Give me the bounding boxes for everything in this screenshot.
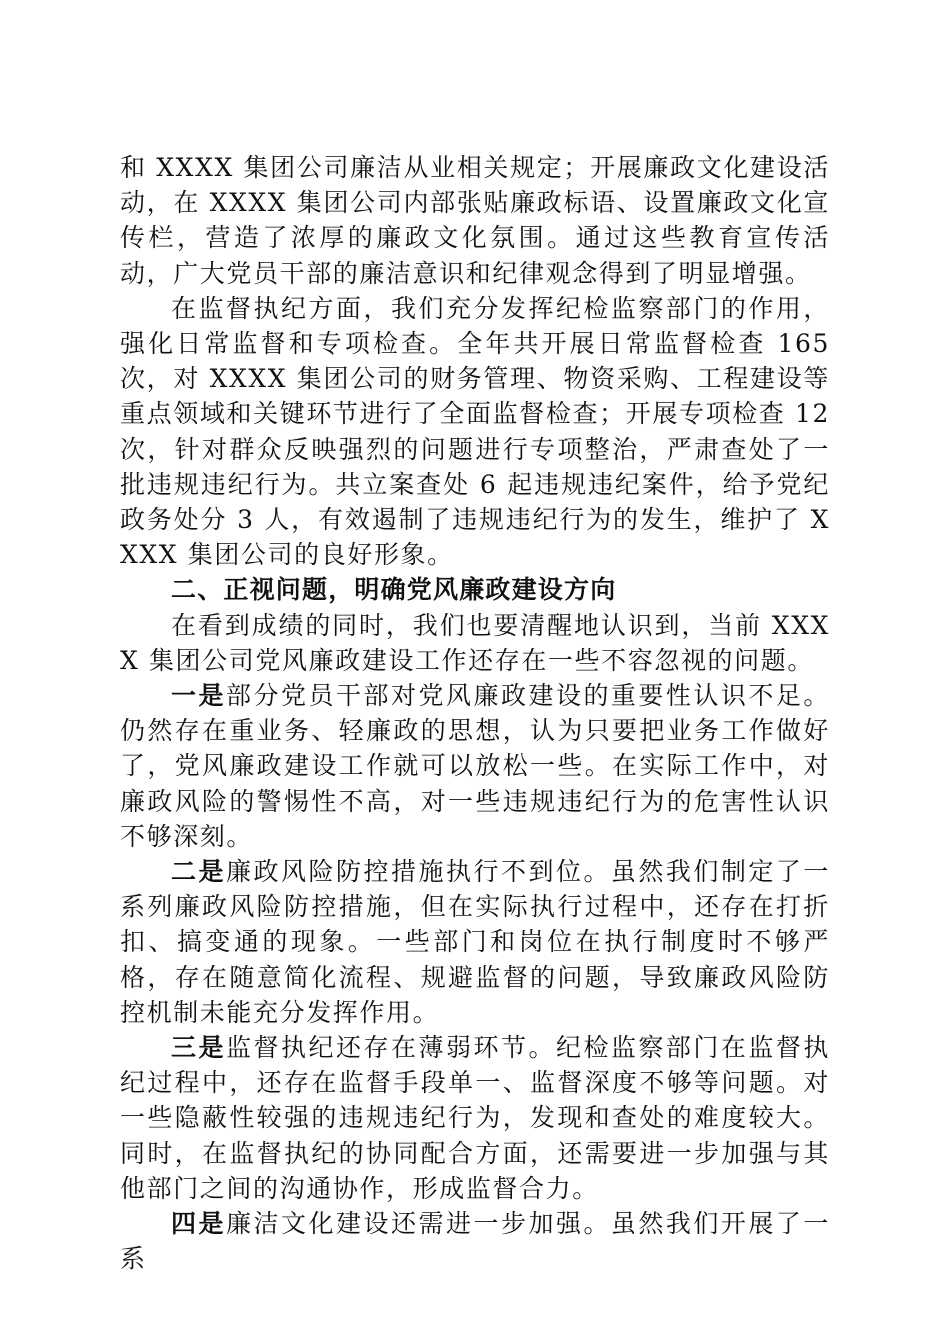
problem-1-lead: 一是 [171,681,226,711]
paragraph-supervision: 在监督执纪方面，我们充分发挥纪检监察部门的作用，强化日常监督和专项检查。全年共开展日常监督检查 165 次，对 XXXX 集团公司的财务管理、物资采购、工程建设等重点领域和关键环节进行了全面监督检查；开展专项检查 12 次，针对群众反映强烈的问题进行专项整治，严肃查处了一批违规违纪行为。共立案查处 6 起违规违纪案件，给予党纪政务处分 3 人，有效遏制了违规违纪行为的发生，维护了 XXXX 集团公司的良好形象。 [120,293,830,570]
paragraph-problem-4 [120,1206,830,1276]
problem-4-lead: 四是 [171,1209,226,1239]
paragraph-problems-intro: 在看到成绩的同时，我们也要清醒地认识到，当前 XXXX 集团公司党风廉政建设工作还存在一些不容忽视的问题。 [120,610,830,675]
problem-2-lead: 二是 [171,857,226,887]
problem-3-lead: 三是 [171,1033,226,1063]
paragraph-problem-3 [120,1030,830,1206]
problem-1-text: 部分党员干部对党风廉政建设的重要性认识不足。仍然存在重业务、轻廉政的思想，认为只要把业务工作做好了，党风廉政建设工作就可以放松一些。在实际工作中，对廉政风险的警惕性不高，对一些违规违纪行为的危害性认识不够深刻。 [120,681,831,851]
section-heading: 二、正视问题，明确党风廉政建设方向 [171,575,617,605]
paragraph-problem-2 [120,854,830,1030]
problem-4-text: 廉洁文化建设还需进一步加强。虽然我们开展了一系 [120,1209,831,1274]
problem-3-text: 监督执纪还存在薄弱环节。纪检监察部门在监督执纪过程中，还存在监督手段单一、监督深度不够等问题。对一些隐蔽性较强的违规违纪行为，发现和查处的难度较大。同时，在监督执纪的协同配合方面，还需要进一步加强与其他部门之间的沟通协作，形成监督合力。 [120,1033,831,1203]
paragraph-problem-1 [120,678,830,854]
problem-2-text: 廉政风险防控措施执行不到位。虽然我们制定了一系列廉政风险防控措施，但在实际执行过程中，还存在打折扣、搞变通的现象。一些部门和岗位在执行制度时不够严格，存在随意简化流程、规避监督的问题，导致廉政风险防控机制未能充分发挥作用。 [120,857,831,1027]
paragraph-continuation: 和 XXXX 集团公司廉洁从业相关规定；开展廉政文化建设活动，在 XXXX 集团公司内部张贴廉政标语、设置廉政文化宣传栏，营造了浓厚的廉政文化氛围。通过这些教育宣传活动，广大党员干部的廉洁意识和纪律观念得到了明显增强。 [120,153,830,288]
document-page [120,150,830,1277]
